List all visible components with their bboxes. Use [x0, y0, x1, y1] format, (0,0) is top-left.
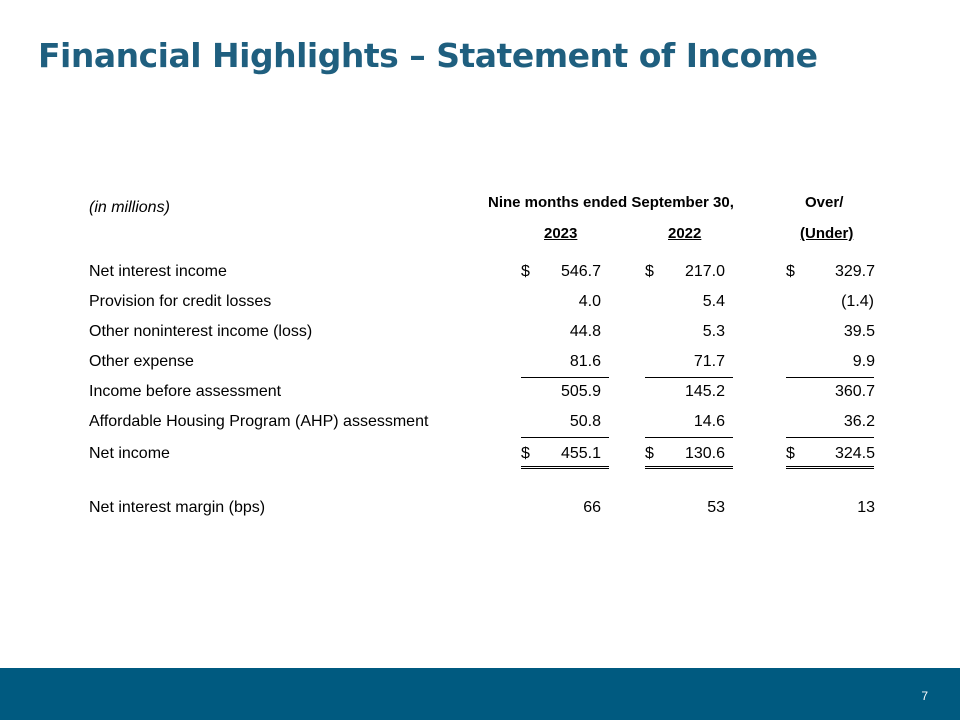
row-label-income-before-assessment: Income before assessment	[89, 383, 282, 400]
col-2022-header: 2022	[668, 225, 702, 242]
slide-title: Financial Highlights – Statement of Income	[38, 36, 818, 75]
page-number: 7	[921, 689, 928, 703]
row-label-net-interest-margin: Net interest margin (bps)	[89, 499, 266, 516]
subtotal-rule	[521, 437, 609, 438]
row-label-other-expense: Other expense	[89, 353, 194, 370]
units-label: (in millions)	[89, 199, 170, 216]
subtotal-rule	[786, 437, 874, 438]
over-header: Over/	[805, 194, 844, 211]
subtotal-rule	[521, 377, 609, 378]
subtotal-rule	[786, 377, 874, 378]
row-label-provision: Provision for credit losses	[89, 293, 272, 310]
total-double-rule	[645, 466, 733, 472]
row-label-other-noninterest-income: Other noninterest income (loss)	[89, 323, 313, 340]
col-under-header: (Under)	[800, 225, 854, 242]
total-double-rule	[521, 466, 609, 472]
subtotal-rule	[645, 377, 733, 378]
subtotal-rule	[645, 437, 733, 438]
row-label-net-income: Net income	[89, 445, 170, 462]
row-label-net-interest-income: Net interest income	[89, 263, 227, 280]
period-header: Nine months ended September 30,	[488, 194, 734, 211]
total-double-rule	[786, 466, 874, 472]
row-label-ahp-assessment: Affordable Housing Program (AHP) assessment	[89, 413, 429, 430]
col-2023-header: 2023	[544, 225, 578, 242]
footer-bar	[0, 668, 960, 720]
